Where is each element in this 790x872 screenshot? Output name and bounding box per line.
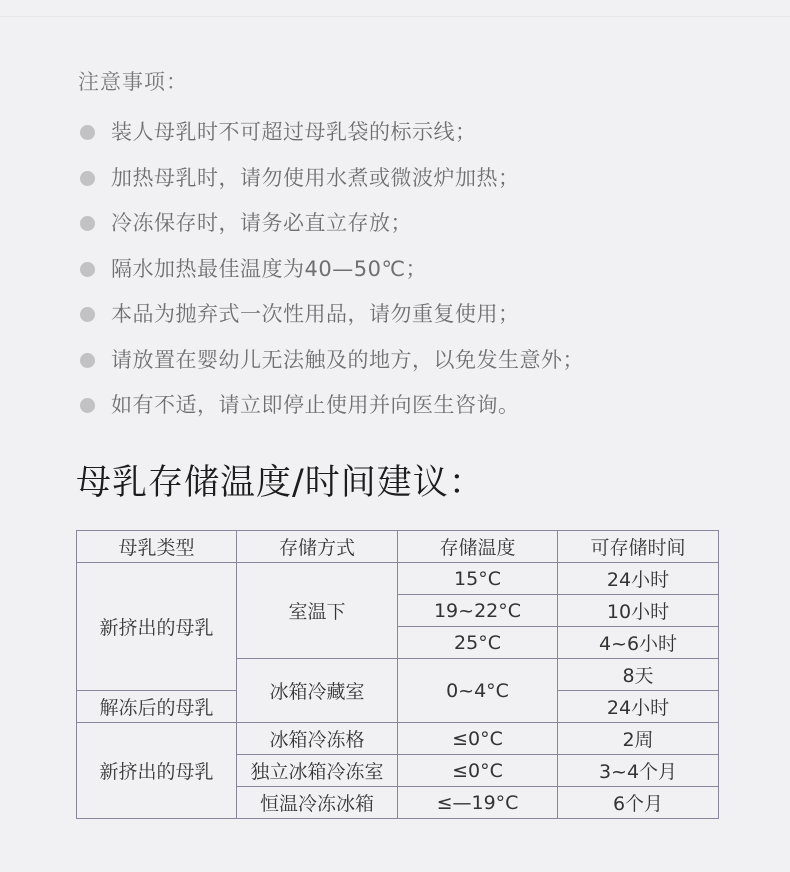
storage-section-title: 母乳存储温度/时间建议： (76, 463, 485, 503)
header-storage-temp: 存储温度 (398, 531, 558, 563)
bullet-icon (80, 353, 95, 368)
cell-storage-method: 独立冰箱冷冻室 (237, 755, 398, 787)
header-milk-type: 母乳类型 (77, 531, 237, 563)
note-item (80, 116, 584, 162)
note-item (80, 344, 584, 390)
note-text: 如有不适，请立即停止使用并向医生咨询。 (111, 393, 520, 417)
cell-storage-temp: 0~4°C (398, 659, 558, 723)
note-item (80, 207, 584, 253)
cell-milk-type: 新挤出的母乳 (77, 563, 237, 691)
bullet-icon (80, 307, 95, 322)
note-item (80, 298, 584, 344)
note-text: 请放置在婴幼儿无法触及的地方，以免发生意外； (111, 347, 584, 372)
storage-table (76, 530, 719, 819)
cell-storage-method: 冰箱冷冻格 (237, 723, 398, 755)
cell-storage-time: 8天 (558, 659, 719, 691)
header-storage-time: 可存储时间 (558, 531, 719, 563)
bullet-icon (80, 125, 95, 140)
cell-storage-time: 6个月 (558, 787, 719, 819)
note-text: 隔水加热最佳温度为40—50℃； (111, 256, 428, 281)
cell-storage-time: 24小时 (558, 563, 719, 595)
bullet-icon (80, 398, 95, 413)
note-text: 本品为抛弃式一次性用品，请勿重复使用； (111, 302, 520, 326)
cell-storage-method: 室温下 (237, 563, 398, 659)
cell-storage-time: 4~6小时 (558, 627, 719, 659)
notes-list (80, 116, 584, 435)
cell-storage-temp: ≤0°C (398, 755, 558, 787)
header-storage-method: 存储方式 (237, 531, 398, 563)
note-item (80, 162, 584, 208)
cell-storage-temp: 19~22°C (398, 595, 558, 627)
note-text: 装人母乳时不可超过母乳袋的标示线； (111, 120, 477, 144)
cell-storage-method: 冰箱冷藏室 (237, 659, 398, 723)
bullet-icon (80, 262, 95, 277)
table-row (77, 563, 719, 595)
bullet-icon (80, 171, 95, 186)
cell-storage-temp: ≤—19°C (398, 787, 558, 819)
cell-milk-type: 新挤出的母乳 (77, 723, 237, 819)
cell-storage-time: 2周 (558, 723, 719, 755)
cell-storage-temp: 15°C (398, 563, 558, 595)
notes-title: 注意事项： (78, 70, 188, 94)
cell-storage-temp: ≤0°C (398, 723, 558, 755)
cell-storage-time: 3~4个月 (558, 755, 719, 787)
note-item (80, 253, 584, 299)
cell-milk-type: 解冻后的母乳 (77, 691, 237, 723)
cell-storage-time: 10小时 (558, 595, 719, 627)
top-divider (0, 16, 790, 17)
cell-storage-time: 24小时 (558, 691, 719, 723)
note-text: 加热母乳时，请勿使用水煮或微波炉加热； (111, 165, 520, 190)
note-text: 冷冻保存时，请务必直立存放； (111, 211, 412, 235)
cell-storage-method: 恒温冷冻冰箱 (237, 787, 398, 819)
bullet-icon (80, 216, 95, 231)
table-row (77, 723, 719, 755)
table-header-row (77, 531, 719, 563)
note-item (80, 389, 584, 435)
cell-storage-temp: 25°C (398, 627, 558, 659)
